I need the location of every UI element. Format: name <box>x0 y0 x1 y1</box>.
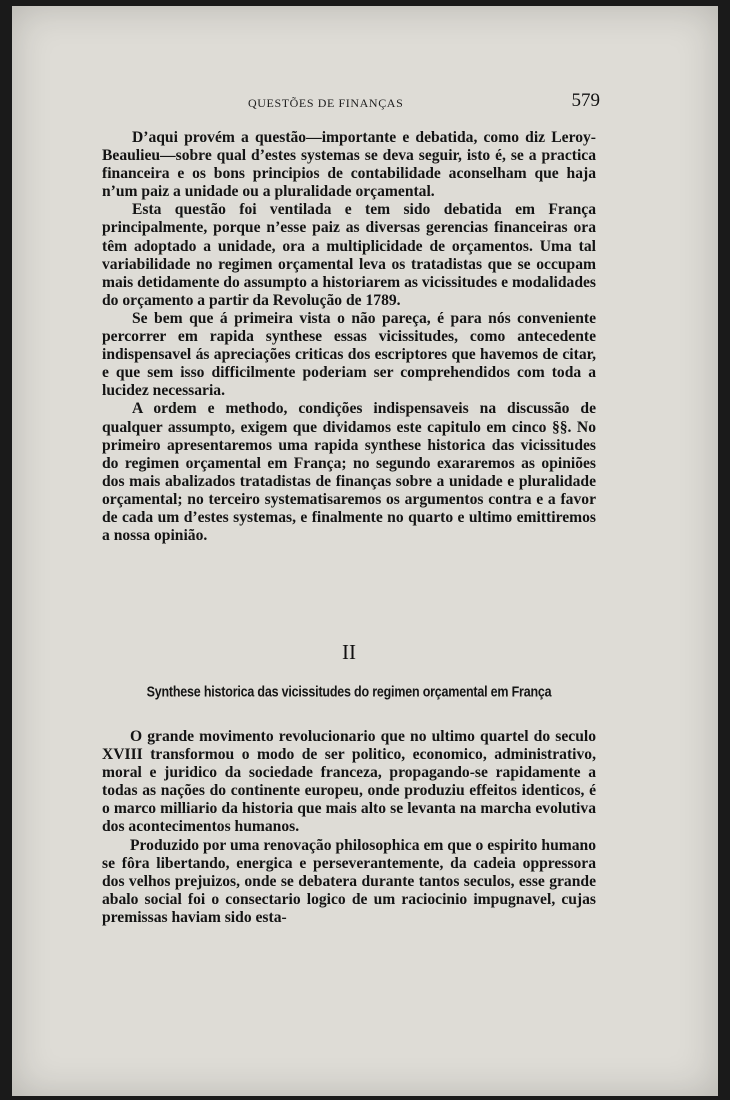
paragraph: A ordem e methodo, condições indispensaveis na discussão de qualquer assumpto, exigem que dividamos este capitulo em cinco §§. No primeiro apresentaremos uma rapida synthese historica das vicissitudes do regimen orçamental em França; no segundo exararemos as opiniões dos mais abalizados tratadistas de finanças sobre a unidade e pluralidade orçamental; no terceiro systematisaremos os argumentos contra e a favor de cada um d’estes systemas, e finalmente no quarto e ultimo emittiremos a nossa opinião. <box>102 400 596 545</box>
paragraph: Produzido por uma renovação philosophica em que o espirito humano se fôra libertando, energica e perseverantemente, da cadeia oppressora dos velhos prejuizos, onde se debatera durante tantos seculos, esse grande abalo social foi o consectario logico de um raciocinio impugnavel, cujas premissas haviam sido esta- <box>102 836 596 926</box>
book-page <box>12 6 718 1096</box>
section-title: Synthese historica das vicissitudes do regimen orçamental em França <box>146 683 552 701</box>
paragraph: O grande movimento revolucionario que no ultimo quartel do seculo XVIII transformou o modo de ser politico, economico, administrativo, moral e juridico da sociedade franceza, propagando-se rapidamente a todas as nações do continente europeu, onde produziu effeitos identicos, é o marco milliario da historia que mais alto se levanta na marcha evolutiva dos acontecimentos humanos. <box>102 728 596 836</box>
body-text <box>102 129 596 545</box>
page-number: 579 <box>571 90 600 111</box>
running-head: QUESTÕES DE FINANÇAS <box>248 96 404 110</box>
section-text <box>102 728 596 927</box>
paragraph: D’aqui provém a questão—importante e debatida, como diz Leroy-Beaulieu—sobre qual d’estes systemas se deva seguir, isto é, se a practica financeira e os bons principios de contabilidade aconselham que haja n’um paiz a unidade ou a pluralidade orçamental. <box>102 129 596 201</box>
section-number: II <box>342 640 356 664</box>
page-header <box>102 92 608 116</box>
paragraph: Esta questão foi ventilada e tem sido debatida em França principalmente, porque n’esse paiz as diversas gerencias financeiras ora têm adoptado a unidade, ora a multiplicidade de orçamentos. Uma tal variabilidade no regimen orçamental leva os tratadistas que se occupam mais detidamente do assumpto a historiarem as vicissitudes e modalidades do orçamento a partir da Revolução de 1789. <box>102 201 596 309</box>
paragraph: Se bem que á primeira vista o não pareça, é para nós conveniente percorrer em rapida synthese essas vicissitudes, como antecedente indispensavel ás apreciações criticas dos escriptores que havemos de citar, e que sem isso difficilmente poderiam ser comprehendidos com toda a lucidez necessaria. <box>102 309 596 400</box>
